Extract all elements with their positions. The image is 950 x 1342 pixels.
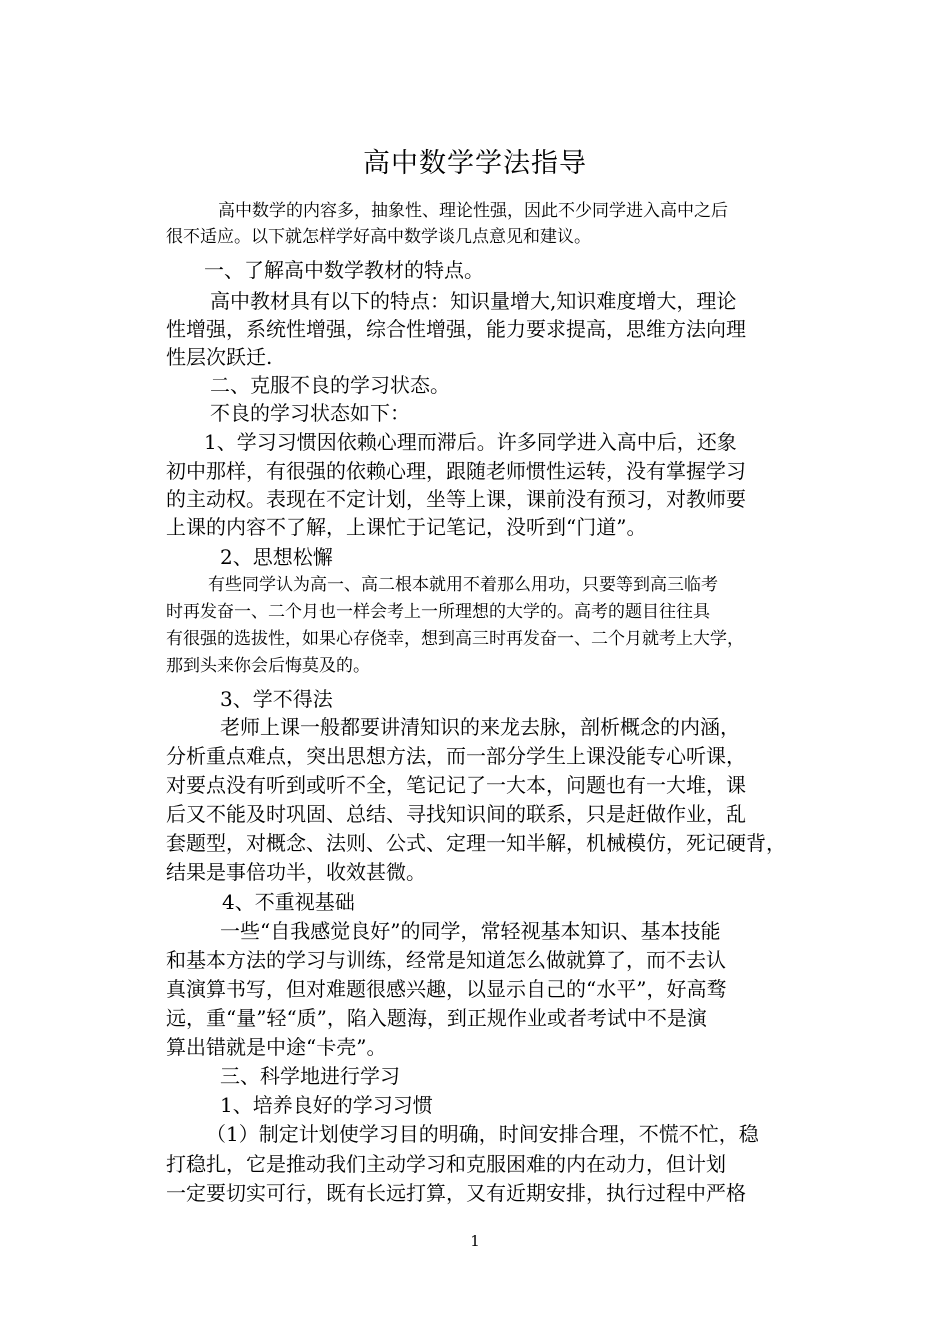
item-2-3-line-6: 结果是事倍功半，收效甚微。 (166, 860, 426, 884)
item-2-2-heading: 2、思想松懈 (220, 545, 333, 569)
item-2-2-line-3: 有很强的选拔性，如果心存侥幸，想到高三时再发奋一、二个月就考上大学， (166, 629, 744, 649)
document-title: 高中数学学法指导 (363, 148, 587, 179)
item-2-3-line-1: 老师上课一般都要讲清知识的来龙去脉，剖析概念的内涵， (220, 715, 740, 739)
section-1-line-2: 性增强，系统性增强，综合性增强，能力要求提高，思维方法向理 (166, 317, 746, 341)
item-2-3-line-3: 对要点没有听到或听不全，笔记记了一大本，问题也有一大堆，课 (166, 773, 746, 797)
intro-line-1: 高中数学的内容多，抽象性、理论性强，因此不少同学进入高中之后 (218, 201, 728, 221)
item-2-4-line-4: 远，重“量”轻“质”，陷入题海，到正规作业或者考试中不是演 (166, 1006, 707, 1030)
item-2-4-line-1: 一些“自我感觉良好”的同学，常轻视基本知识、基本技能 (220, 919, 721, 943)
item-2-1-line-2: 初中那样，有很强的依赖心理，跟随老师惯性运转，没有掌握学习 (166, 459, 746, 483)
item-2-1-line-3: 的主动权。表现在不定计划，坐等上课，课前没有预习，对教师要 (166, 487, 746, 511)
item-2-4-line-3: 真演算书写，但对难题很感兴趣，以显示自己的“水平”，好高骛 (166, 977, 727, 1001)
item-2-2-line-2: 时再发奋一、二个月也一样会考上一所理想的大学的。高考的题目往往具 (166, 602, 710, 622)
page-number: 1 (470, 1232, 480, 1250)
item-3-1-heading: 1、培养良好的学习习惯 (220, 1093, 433, 1117)
item-2-3-line-4: 后又不能及时巩固、总结、寻找知识间的联系，只是赶做作业，乱 (166, 802, 746, 826)
item-2-4-line-2: 和基本方法的学习与训练，经常是知道怎么做就算了，而不去认 (166, 948, 726, 972)
item-3-1-line-2: 打稳扎，它是推动我们主动学习和克服困难的内在动力，但计划 (166, 1152, 726, 1176)
item-2-3-heading: 3、学不得法 (220, 687, 333, 711)
item-2-4-line-5: 算出错就是中途“卡壳”。 (166, 1035, 387, 1059)
section-1-line-3: 性层次跃迁. (166, 345, 273, 369)
section-heading-2: 二、克服不良的学习状态。 (210, 373, 450, 397)
section-heading-1: 一、了解高中数学教材的特点。 (204, 258, 484, 282)
section-1-line-1: 高中教材具有以下的特点：知识量增大,知识难度增大，理论 (210, 289, 737, 313)
item-3-1-line-1: （1）制定计划使学习目的明确，时间安排合理，不慌不忙，稳 (206, 1122, 759, 1146)
item-2-1-line-1: 1、学习习惯因依赖心理而滞后。许多同学进入高中后，还象 (204, 430, 737, 454)
item-2-3-line-5: 套题型，对概念、法则、公式、定理一知半解，机械模仿，死记硬背， (166, 831, 786, 855)
section-heading-3: 三、科学地进行学习 (220, 1064, 400, 1088)
item-2-4-heading: 4、不重视基础 (222, 890, 355, 914)
section-2-intro: 不良的学习状态如下： (210, 401, 410, 425)
item-3-1-line-3: 一定要切实可行，既有长远打算，又有近期安排，执行过程中严格 (166, 1181, 746, 1205)
item-2-2-line-1: 有些同学认为高一、高二根本就用不着那么用功，只要等到高三临考 (208, 575, 718, 595)
intro-line-2: 很不适应。以下就怎样学好高中数学谈几点意见和建议。 (166, 227, 591, 247)
item-2-2-line-4: 那到头来你会后悔莫及的。 (166, 656, 370, 676)
item-2-1-line-4: 上课的内容不了解，上课忙于记笔记，没听到“门道”。 (166, 515, 647, 539)
item-2-3-line-2: 分析重点难点，突出思想方法，而一部分学生上课没能专心听课， (166, 744, 746, 768)
